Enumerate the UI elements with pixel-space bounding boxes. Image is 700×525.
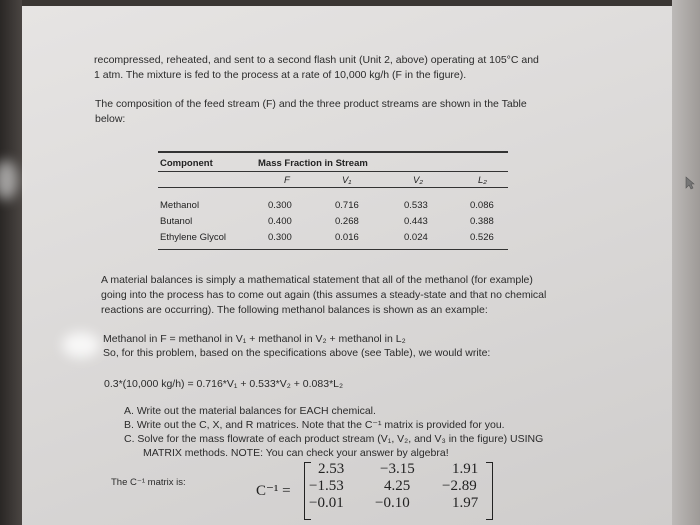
balance-line-1: A material balances is simply a mathematical statement that all of the methanol (for example): [101, 274, 533, 286]
task-c-line-1: C. Solve for the mass flowrate of each product stream (V₁, V₂, and V₃ in the figure) USING: [124, 433, 544, 445]
example-equation: 0.3*(10,000 kg/h) = 0.716*V₁ + 0.533*V₂ + 0.083*L₂: [104, 378, 344, 390]
table-cell: 0.526: [470, 232, 494, 243]
light-glare-middle: [62, 332, 100, 358]
task-a: A. Write out the material balances for EACH chemical.: [124, 405, 376, 417]
table-row-label: Butanol: [160, 216, 193, 227]
task-b: B. Write out the C, X, and R matrices. Note that the C⁻¹ matrix is provided for you.: [124, 419, 505, 431]
matrix-cell: −3.15: [380, 461, 415, 477]
matrix-cell: 1.91: [452, 461, 479, 477]
table-rule-bottom: [158, 249, 508, 250]
matrix-cell: −1.53: [309, 478, 344, 494]
mouse-cursor-icon: [685, 176, 695, 190]
matrix-cell: −0.01: [309, 495, 344, 511]
table-stream-header: V₂: [413, 175, 423, 186]
table-cell: 0.443: [404, 216, 428, 227]
table-cell: 0.716: [335, 200, 359, 211]
table-row-label: Methanol: [160, 200, 200, 211]
example-equation-words: Methanol in F = methanol in V₁ + methanol in V₂ + methanol in L₂: [103, 333, 406, 345]
task-c-line-2: MATRIX methods. NOTE: You can check your answer by algebra!: [143, 447, 449, 459]
table-rule-subheader: [158, 187, 508, 188]
table-stream-header: V₁: [342, 175, 352, 186]
intro-line-2: 1 atm. The mixture is fed to the process at a rate of 10,000 kg/h (F in the figure).: [94, 69, 467, 81]
table-cell: 0.086: [470, 200, 494, 211]
composition-line-2: below:: [95, 113, 126, 125]
balance-line-2: going into the process has to come out again (this assumes a steady-state and that no chemical: [101, 289, 547, 301]
intro-line-1: recompressed, reheated, and sent to a second flash unit (Unit 2, above) operating at 105°C and: [94, 54, 539, 66]
table-cell: 0.533: [404, 200, 428, 211]
matrix-cell: −2.89: [442, 478, 477, 494]
composition-line-1: The composition of the feed stream (F) and the three product streams are shown in the Table: [95, 98, 527, 110]
table-stream-header: F: [284, 175, 290, 186]
right-background: [672, 0, 700, 525]
matrix-cell: −0.10: [375, 495, 410, 511]
table-cell: 0.300: [268, 232, 292, 243]
table-cell: 0.268: [335, 216, 359, 227]
table-stream-header: L₂: [478, 175, 487, 186]
table-header-mass-fraction: Mass Fraction in Stream: [258, 158, 368, 169]
table-header-component: Component: [160, 158, 213, 169]
left-background: [0, 0, 22, 525]
table-cell: 0.300: [268, 200, 292, 211]
balance-line-3: reactions are occurring). The following methanol balances is shown as an example:: [101, 304, 488, 316]
table-cell: 0.016: [335, 232, 359, 243]
table-rule-top: [158, 151, 508, 153]
table-cell: 0.024: [404, 232, 428, 243]
matrix-cell: 4.25: [384, 478, 411, 494]
table-cell: 0.400: [268, 216, 292, 227]
matrix-right-bracket: [486, 462, 493, 520]
table-rule-header: [158, 171, 508, 172]
example-intro: So, for this problem, based on the specifications above (see Table), we would write:: [103, 347, 491, 359]
table-row-label: Ethylene Glycol: [160, 232, 227, 243]
table-cell: 0.388: [470, 216, 494, 227]
matrix-label: The C⁻¹ matrix is:: [111, 477, 186, 488]
matrix-cell: 1.97: [452, 495, 479, 511]
matrix-symbol: C⁻¹ =: [256, 483, 291, 499]
matrix-cell: 2.53: [318, 461, 345, 477]
